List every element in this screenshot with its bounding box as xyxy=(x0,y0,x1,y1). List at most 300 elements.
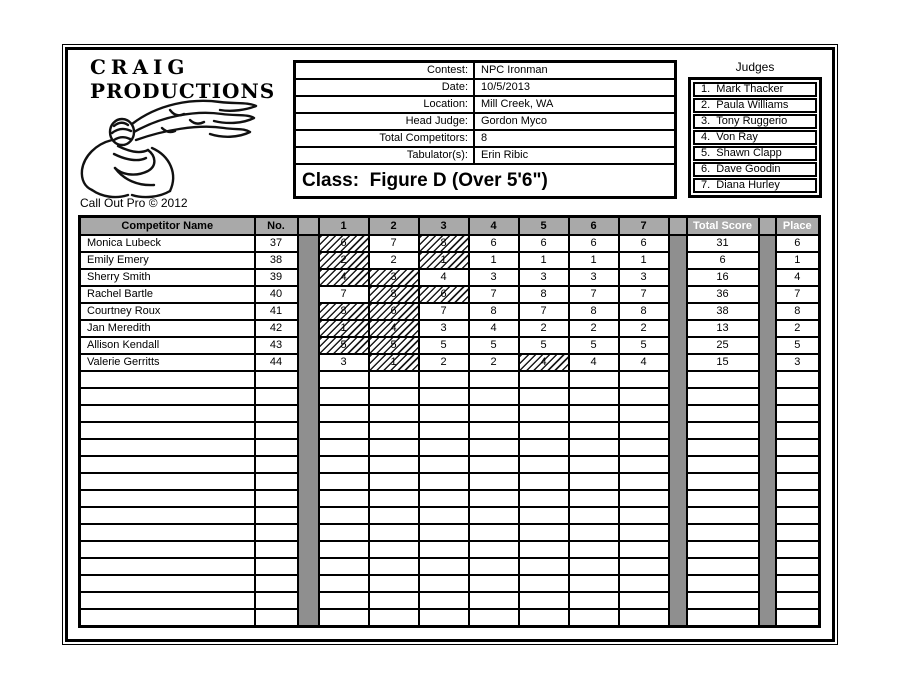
divider-cell xyxy=(669,524,687,541)
judge-score-cell: 4 xyxy=(319,269,369,286)
empty-row xyxy=(80,405,820,422)
judge-score-cell: 7 xyxy=(619,286,669,303)
judge-score-cell xyxy=(419,490,469,507)
judge-score-cell xyxy=(619,490,669,507)
judge-score-cell xyxy=(319,473,369,490)
competitor-number-cell xyxy=(255,439,298,456)
judge-score-cell xyxy=(419,609,469,627)
judge-score-cell: 4 xyxy=(419,269,469,286)
judge-score-cell xyxy=(419,592,469,609)
judge-score-cell xyxy=(619,524,669,541)
competitor-name-cell xyxy=(80,388,255,405)
divider-cell xyxy=(669,490,687,507)
competitor-number-cell xyxy=(255,609,298,627)
judge-score-cell xyxy=(469,558,519,575)
copyright-tagline: Call Out Pro © 2012 xyxy=(80,196,188,210)
divider-cell xyxy=(759,490,776,507)
competitor-name-cell: Valerie Gerritts xyxy=(80,354,255,371)
score-table-header-row xyxy=(80,217,820,236)
contest-info-value: 8 xyxy=(481,132,488,144)
competitor-name-cell: Jan Meredith xyxy=(80,320,255,337)
competitor-name-cell: Rachel Bartle xyxy=(80,286,255,303)
judge-score-cell: 4 xyxy=(469,320,519,337)
judge-score-cell: 6 xyxy=(569,235,619,252)
divider-cell xyxy=(298,473,319,490)
competitor-number-cell xyxy=(255,507,298,524)
contest-info-row xyxy=(296,131,674,148)
judge-score-cell: 4 xyxy=(519,354,569,371)
judge-score-cell xyxy=(419,541,469,558)
judge-score-cell xyxy=(369,405,419,422)
place-cell: 2 xyxy=(776,320,820,337)
judge-score-cell xyxy=(419,507,469,524)
contest-info-value: NPC Ironman xyxy=(481,64,548,76)
judge-score-cell: 5 xyxy=(319,337,369,354)
competitor-row xyxy=(80,354,820,371)
judge-score-cell xyxy=(619,575,669,592)
total-score-cell xyxy=(687,456,759,473)
total-score-cell xyxy=(687,490,759,507)
competitor-name-cell: Sherry Smith xyxy=(80,269,255,286)
total-score-cell xyxy=(687,405,759,422)
competitor-name-cell xyxy=(80,422,255,439)
total-score-cell: 16 xyxy=(687,269,759,286)
competitor-number-cell: 41 xyxy=(255,303,298,320)
judge-score-cell xyxy=(569,609,619,627)
judge-score-cell xyxy=(419,575,469,592)
judge-score-cell: 1 xyxy=(619,252,669,269)
place-cell xyxy=(776,422,820,439)
divider-cell xyxy=(759,473,776,490)
divider-cell xyxy=(298,371,319,388)
place-cell: 7 xyxy=(776,286,820,303)
empty-row xyxy=(80,507,820,524)
judge-score-cell: 5 xyxy=(519,337,569,354)
total-score-cell xyxy=(687,473,759,490)
divider-cell xyxy=(298,592,319,609)
place-cell: 1 xyxy=(776,252,820,269)
competitor-name-cell xyxy=(80,524,255,541)
judge-score-cell: 3 xyxy=(369,269,419,286)
competitor-number-cell: 44 xyxy=(255,354,298,371)
total-score-cell: 6 xyxy=(687,252,759,269)
competitor-number-cell xyxy=(255,558,298,575)
judge-row: 4. Von Ray xyxy=(693,130,817,145)
total-score-cell xyxy=(687,371,759,388)
judge-score-cell: 2 xyxy=(619,320,669,337)
judge-score-cell xyxy=(619,371,669,388)
total-score-cell: 36 xyxy=(687,286,759,303)
judge-column-header-7: 7 xyxy=(619,217,669,236)
contest-info-label: Tabulator(s): xyxy=(296,148,475,163)
judge-score-cell xyxy=(569,490,619,507)
divider-cell xyxy=(759,337,776,354)
judge-score-cell xyxy=(319,405,369,422)
total-score-cell xyxy=(687,439,759,456)
judge-score-cell: 7 xyxy=(419,303,469,320)
judge-score-cell: 5 xyxy=(619,337,669,354)
judge-score-cell: 4 xyxy=(569,354,619,371)
judge-column-header-6: 6 xyxy=(569,217,619,236)
judge-score-cell xyxy=(519,388,569,405)
competitor-number-cell xyxy=(255,541,298,558)
competitor-number-cell xyxy=(255,422,298,439)
judge-score-cell xyxy=(619,473,669,490)
divider-cell xyxy=(669,439,687,456)
divider-cell xyxy=(298,303,319,320)
brand-name-line1: CRAIG xyxy=(90,55,190,79)
judge-column-header-4: 4 xyxy=(469,217,519,236)
competitor-name-cell: Allison Kendall xyxy=(80,337,255,354)
judge-score-cell xyxy=(419,456,469,473)
divider-cell xyxy=(669,507,687,524)
divider-cell xyxy=(759,541,776,558)
empty-row xyxy=(80,456,820,473)
divider-cell xyxy=(669,337,687,354)
judge-score-cell: 5 xyxy=(369,337,419,354)
judge-score-cell xyxy=(469,541,519,558)
divider-column-header xyxy=(669,217,687,236)
divider-cell xyxy=(759,405,776,422)
divider-cell xyxy=(759,269,776,286)
judge-score-cell xyxy=(569,541,619,558)
judge-score-cell xyxy=(519,592,569,609)
divider-cell xyxy=(298,558,319,575)
total-score-cell: 25 xyxy=(687,337,759,354)
brand-name-line2: PRODUCTIONS xyxy=(90,79,276,103)
judge-score-cell xyxy=(519,541,569,558)
divider-cell xyxy=(298,422,319,439)
divider-cell xyxy=(298,575,319,592)
divider-cell xyxy=(298,456,319,473)
judge-score-cell: 5 xyxy=(419,337,469,354)
judge-score-cell: 4 xyxy=(619,354,669,371)
divider-cell xyxy=(759,609,776,627)
divider-cell xyxy=(669,456,687,473)
divider-cell xyxy=(669,354,687,371)
competitor-name-cell xyxy=(80,558,255,575)
judge-score-cell xyxy=(369,490,419,507)
judge-score-cell xyxy=(419,422,469,439)
place-cell xyxy=(776,490,820,507)
divider-cell xyxy=(669,592,687,609)
judge-row: 6. Dave Goodin xyxy=(693,162,817,177)
judge-score-cell: 7 xyxy=(369,235,419,252)
judge-score-cell: 7 xyxy=(569,286,619,303)
competitor-name-cell: Monica Lubeck xyxy=(80,235,255,252)
judge-score-cell xyxy=(469,575,519,592)
divider-column-header xyxy=(298,217,319,236)
competitor-row xyxy=(80,235,820,252)
judge-score-cell: 3 xyxy=(319,354,369,371)
judge-score-cell xyxy=(469,592,519,609)
judge-score-cell xyxy=(319,609,369,627)
judge-score-cell: 6 xyxy=(369,303,419,320)
divider-cell xyxy=(669,405,687,422)
judge-score-cell xyxy=(519,490,569,507)
contest-info-row xyxy=(296,114,674,131)
competitor-name-cell xyxy=(80,456,255,473)
judge-score-cell: 3 xyxy=(619,269,669,286)
judge-score-cell xyxy=(569,456,619,473)
divider-cell xyxy=(759,558,776,575)
judge-score-cell xyxy=(619,558,669,575)
judge-score-cell xyxy=(569,558,619,575)
divider-cell xyxy=(759,439,776,456)
judge-score-cell: 6 xyxy=(419,286,469,303)
competitor-row xyxy=(80,269,820,286)
judge-score-cell xyxy=(369,609,419,627)
total-score-cell xyxy=(687,541,759,558)
empty-row xyxy=(80,541,820,558)
divider-cell xyxy=(669,303,687,320)
contest-info-label: Date: xyxy=(296,80,475,95)
competitor-name-cell xyxy=(80,473,255,490)
judge-score-cell: 8 xyxy=(619,303,669,320)
judge-score-cell xyxy=(519,524,569,541)
contest-info-label: Location: xyxy=(296,97,475,112)
divider-cell xyxy=(759,354,776,371)
judge-score-cell xyxy=(519,371,569,388)
judge-score-cell xyxy=(519,439,569,456)
divider-cell xyxy=(298,609,319,627)
judge-score-cell xyxy=(569,388,619,405)
judge-score-cell xyxy=(319,456,369,473)
empty-row xyxy=(80,592,820,609)
divider-cell xyxy=(298,354,319,371)
judge-score-cell: 5 xyxy=(569,337,619,354)
judge-score-cell xyxy=(419,473,469,490)
empty-row xyxy=(80,422,820,439)
judge-score-cell: 6 xyxy=(319,235,369,252)
place-cell xyxy=(776,507,820,524)
judge-score-cell xyxy=(519,405,569,422)
place-cell xyxy=(776,388,820,405)
judge-score-cell xyxy=(319,541,369,558)
total-score-cell: 15 xyxy=(687,354,759,371)
judge-score-cell xyxy=(619,422,669,439)
judge-score-cell xyxy=(469,507,519,524)
empty-row xyxy=(80,490,820,507)
judge-score-cell xyxy=(619,388,669,405)
divider-cell xyxy=(669,269,687,286)
competitor-name-cell xyxy=(80,405,255,422)
judge-score-cell: 8 xyxy=(519,286,569,303)
place-cell xyxy=(776,558,820,575)
divider-cell xyxy=(669,609,687,627)
judge-score-cell xyxy=(369,371,419,388)
judge-score-cell xyxy=(619,405,669,422)
judge-score-cell xyxy=(619,592,669,609)
place-cell: 4 xyxy=(776,269,820,286)
judge-column-header-3: 3 xyxy=(419,217,469,236)
divider-cell xyxy=(298,405,319,422)
contest-info-value: 10/5/2013 xyxy=(481,81,530,93)
competitor-number-cell xyxy=(255,490,298,507)
divider-cell xyxy=(669,286,687,303)
judge-score-cell xyxy=(519,473,569,490)
judge-score-cell xyxy=(469,609,519,627)
divider-cell xyxy=(759,303,776,320)
place-cell: 6 xyxy=(776,235,820,252)
divider-cell xyxy=(298,524,319,541)
total-score-cell xyxy=(687,507,759,524)
divider-cell xyxy=(759,524,776,541)
competitor-name-cell: Courtney Roux xyxy=(80,303,255,320)
judge-score-cell: 4 xyxy=(369,320,419,337)
contest-info-label: Total Competitors: xyxy=(296,131,475,146)
empty-row xyxy=(80,439,820,456)
divider-column-header xyxy=(759,217,776,236)
total-score-cell: 13 xyxy=(687,320,759,337)
total-score-cell xyxy=(687,609,759,627)
judge-score-cell xyxy=(369,524,419,541)
divider-cell xyxy=(759,371,776,388)
empty-row xyxy=(80,473,820,490)
judge-score-cell: 7 xyxy=(469,286,519,303)
place-cell xyxy=(776,609,820,627)
judge-score-cell: 2 xyxy=(569,320,619,337)
place-cell xyxy=(776,524,820,541)
empty-row xyxy=(80,524,820,541)
judge-score-cell xyxy=(569,592,619,609)
contest-info-label: Contest: xyxy=(296,63,475,78)
place-cell xyxy=(776,439,820,456)
judge-score-cell xyxy=(569,524,619,541)
judge-score-cell xyxy=(419,524,469,541)
judge-score-cell xyxy=(319,575,369,592)
judge-score-cell xyxy=(419,405,469,422)
competitor-number-cell: 38 xyxy=(255,252,298,269)
judge-row: 7. Diana Hurley xyxy=(693,178,817,193)
divider-cell xyxy=(669,388,687,405)
divider-cell xyxy=(298,439,319,456)
divider-cell xyxy=(759,235,776,252)
judge-row: 5. Shawn Clapp xyxy=(693,146,817,161)
empty-row xyxy=(80,388,820,405)
divider-cell xyxy=(298,337,319,354)
judge-score-cell xyxy=(319,439,369,456)
competitor-name-cell xyxy=(80,439,255,456)
judge-score-cell xyxy=(319,524,369,541)
judge-score-cell xyxy=(319,507,369,524)
divider-cell xyxy=(298,286,319,303)
competitor-row xyxy=(80,303,820,320)
divider-cell xyxy=(759,422,776,439)
judge-score-cell: 3 xyxy=(569,269,619,286)
judge-score-cell: 1 xyxy=(319,320,369,337)
judge-score-cell: 7 xyxy=(519,303,569,320)
divider-cell xyxy=(298,320,319,337)
divider-cell xyxy=(669,575,687,592)
total-score-cell xyxy=(687,575,759,592)
judge-score-cell xyxy=(469,473,519,490)
judge-score-cell xyxy=(469,422,519,439)
contest-info-row xyxy=(296,97,674,114)
judge-score-cell: 1 xyxy=(519,252,569,269)
judge-score-cell xyxy=(569,575,619,592)
number-header: No. xyxy=(255,217,298,236)
judge-score-cell: 2 xyxy=(319,252,369,269)
competitor-number-cell xyxy=(255,524,298,541)
judge-row: 3. Tony Ruggerio xyxy=(693,114,817,129)
judge-score-cell: 3 xyxy=(419,320,469,337)
class-banner: Class: Figure D (Over 5'6") xyxy=(302,170,548,191)
divider-cell xyxy=(298,490,319,507)
contest-info-panel xyxy=(293,60,677,199)
total-score-cell xyxy=(687,388,759,405)
judge-score-cell xyxy=(319,422,369,439)
judge-score-cell: 8 xyxy=(369,286,419,303)
judge-score-cell xyxy=(419,371,469,388)
judge-column-header-2: 2 xyxy=(369,217,419,236)
competitor-number-cell: 42 xyxy=(255,320,298,337)
divider-cell xyxy=(298,235,319,252)
total-score-header: Total Score xyxy=(687,217,759,236)
competitor-name-cell xyxy=(80,592,255,609)
competitor-number-cell: 43 xyxy=(255,337,298,354)
judge-score-cell xyxy=(519,456,569,473)
total-score-cell: 38 xyxy=(687,303,759,320)
total-score-cell xyxy=(687,558,759,575)
judge-score-cell xyxy=(369,422,419,439)
empty-row xyxy=(80,609,820,627)
place-cell: 5 xyxy=(776,337,820,354)
judge-score-cell: 7 xyxy=(319,286,369,303)
divider-cell xyxy=(669,473,687,490)
place-cell xyxy=(776,575,820,592)
judge-score-cell xyxy=(519,575,569,592)
place-cell xyxy=(776,456,820,473)
judge-score-cell: 2 xyxy=(419,354,469,371)
competitor-row xyxy=(80,320,820,337)
competitor-number-cell: 40 xyxy=(255,286,298,303)
judge-score-cell xyxy=(619,439,669,456)
judges-panel xyxy=(688,77,822,198)
judge-score-cell xyxy=(319,388,369,405)
contest-info-label: Head Judge: xyxy=(296,114,475,129)
total-score-cell: 31 xyxy=(687,235,759,252)
judge-score-cell xyxy=(469,490,519,507)
judge-score-cell xyxy=(469,524,519,541)
judge-score-cell: 6 xyxy=(619,235,669,252)
judge-score-cell xyxy=(369,507,419,524)
divider-cell xyxy=(669,252,687,269)
judge-score-cell xyxy=(519,507,569,524)
divider-cell xyxy=(298,388,319,405)
judge-score-cell: 8 xyxy=(569,303,619,320)
judge-score-cell xyxy=(469,405,519,422)
judges-title: Judges xyxy=(735,60,775,74)
judge-score-cell xyxy=(619,507,669,524)
place-cell xyxy=(776,473,820,490)
competitor-row xyxy=(80,252,820,269)
competitor-number-cell xyxy=(255,575,298,592)
contest-info-value: Gordon Myco xyxy=(481,115,548,127)
divider-cell xyxy=(298,541,319,558)
judge-score-cell xyxy=(469,371,519,388)
judge-score-cell xyxy=(369,558,419,575)
judge-score-cell: 8 xyxy=(419,235,469,252)
contest-info-row xyxy=(296,63,674,80)
judge-score-cell xyxy=(569,473,619,490)
contest-info-rows xyxy=(296,63,674,165)
competitor-number-cell xyxy=(255,371,298,388)
judge-score-cell xyxy=(369,473,419,490)
judge-score-cell: 6 xyxy=(519,235,569,252)
divider-cell xyxy=(759,507,776,524)
competitor-name-cell: Emily Emery xyxy=(80,252,255,269)
